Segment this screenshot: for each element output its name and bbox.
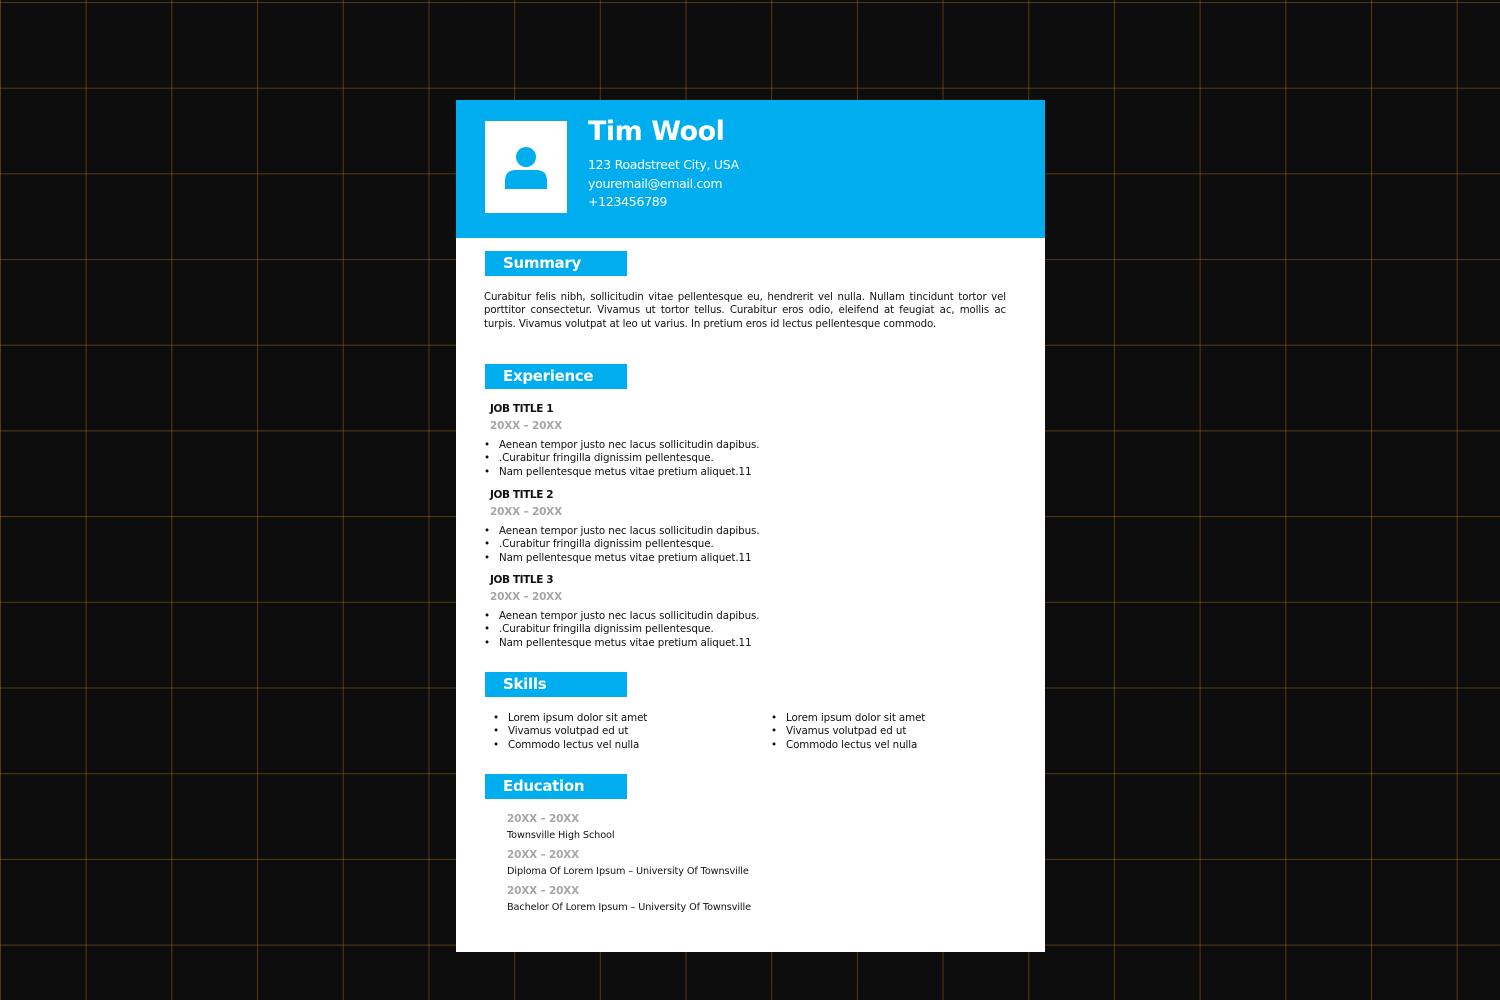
job-bullets	[484, 439, 984, 479]
job-bullets	[484, 610, 984, 650]
list-item: • Vivamus volutpad ed ut	[771, 725, 907, 738]
skills-list	[493, 712, 753, 752]
experience-heading: Experience	[485, 364, 627, 389]
list-item: • Aenean tempor justo nec lacus sollicitudin dapibus.	[484, 610, 760, 622]
job-dates: 20XX – 20XX	[490, 591, 562, 603]
education-heading: Education	[485, 774, 627, 799]
photo-placeholder	[485, 121, 567, 213]
education-school: Bachelor Of Lorem Ipsum – University Of Townsville	[507, 902, 751, 913]
person-icon	[485, 121, 567, 213]
candidate-name: Tim Wool	[588, 116, 725, 147]
job-entry	[484, 488, 984, 565]
job-entry	[484, 573, 984, 650]
skills-list	[771, 712, 1031, 752]
list-item: • Aenean tempor justo nec lacus sollicitudin dapibus.	[484, 439, 760, 451]
list-item: • Nam pellentesque metus vitae pretium aliquet.11	[484, 551, 752, 564]
list-item: • Commodo lectus vel nulla	[771, 738, 918, 751]
job-bullets	[484, 525, 984, 565]
job-title: JOB TITLE 2	[490, 489, 554, 501]
education-entry	[507, 813, 614, 842]
job-title: JOB TITLE 3	[490, 574, 554, 586]
list-item: • Nam pellentesque metus vitae pretium aliquet.11	[484, 636, 752, 649]
job-dates: 20XX – 20XX	[490, 506, 562, 518]
resume-header	[456, 100, 1045, 238]
contact-phone: +123456789	[588, 194, 668, 209]
summary-text: Curabitur felis nibh, sollicitudin vitae pellentesque eu, hendrerit vel nulla. Nullam tincidunt tortor vel porttitor consectetur. Vivamus ut tortor tellus. Curabitur eros odio, eleifend at feugiat ac, mollis ac turpis. Vivamus volutpat at leo ut varius. In pretium eros id lectus pellentesque commodo.	[484, 292, 1006, 330]
education-entry	[507, 885, 751, 914]
skills-right-column	[771, 712, 1031, 752]
list-item: • Nam pellentesque metus vitae pretium aliquet.11	[484, 465, 752, 478]
job-dates: 20XX – 20XX	[490, 420, 562, 432]
education-dates: 20XX – 20XX	[507, 813, 579, 825]
contact-email: youremail@email.com	[588, 176, 723, 191]
list-item: • Commodo lectus vel nulla	[493, 738, 640, 751]
list-item: • Lorem ipsum dolor sit amet	[771, 712, 926, 724]
list-item: • Vivamus volutpad ed ut	[493, 725, 629, 738]
education-entry	[507, 849, 749, 878]
resume-page	[456, 100, 1045, 952]
skills-left-column	[493, 712, 753, 752]
education-dates: 20XX – 20XX	[507, 849, 579, 861]
list-item: • .Curabitur fringilla dignissim pellentesque.	[484, 452, 714, 465]
job-entry	[484, 402, 984, 479]
job-title: JOB TITLE 1	[490, 403, 554, 415]
education-dates: 20XX – 20XX	[507, 885, 579, 897]
list-item: • .Curabitur fringilla dignissim pellentesque.	[484, 623, 714, 636]
education-school: Townsville High School	[507, 830, 615, 841]
contact-address: 123 Roadstreet City, USA	[588, 157, 739, 172]
list-item: • .Curabitur fringilla dignissim pellentesque.	[484, 538, 714, 551]
list-item: • Aenean tempor justo nec lacus sollicitudin dapibus.	[484, 525, 760, 537]
skills-heading: Skills	[485, 672, 627, 697]
list-item: • Lorem ipsum dolor sit amet	[493, 712, 648, 724]
summary-heading: Summary	[485, 251, 627, 276]
education-school: Diploma Of Lorem Ipsum – University Of Townsville	[507, 866, 749, 877]
